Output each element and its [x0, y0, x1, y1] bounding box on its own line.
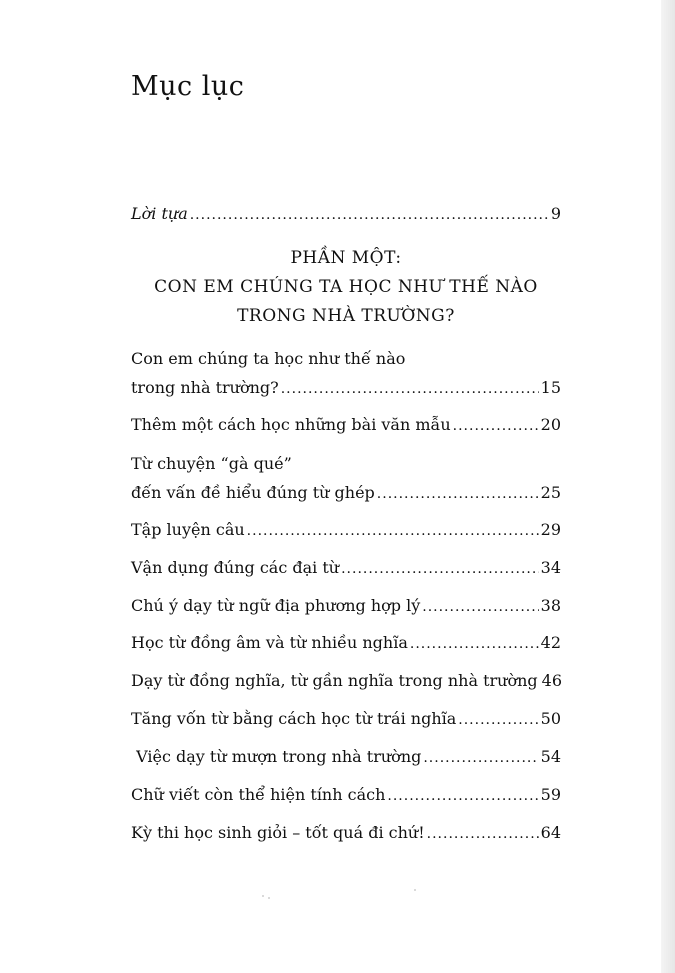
- toc-page-number: 9: [550, 204, 561, 223]
- scan-speck: [262, 895, 264, 897]
- toc-page-number: 38: [540, 596, 561, 615]
- toc-page-number: 59: [540, 785, 561, 804]
- toc-page-number: 50: [540, 709, 561, 728]
- toc-entry[interactable]: [131, 742, 561, 771]
- part-heading-line: PHẦN MỘT:: [290, 248, 402, 268]
- toc-entry-label: Lời tựa: [131, 204, 188, 223]
- toc-entry[interactable]: [131, 553, 561, 582]
- dot-leader: [453, 412, 539, 441]
- toc-entry[interactable]: [131, 818, 561, 847]
- dot-leader: [281, 375, 539, 404]
- toc-entry[interactable]: [131, 449, 561, 507]
- toc-entry-label: Chữ viết còn thể hiện tính cách: [131, 785, 386, 804]
- dot-leader: [387, 782, 538, 811]
- toc-entry-label: Tăng vốn từ bằng cách học từ trái nghĩa: [131, 709, 457, 728]
- toc-page-number: 64: [540, 823, 561, 842]
- dot-leader: [247, 517, 539, 546]
- toc-entry-label-continued: trong nhà trường?: [131, 378, 279, 397]
- toc-entry-label: Từ chuyện “gà qué”: [131, 454, 292, 473]
- toc-entry[interactable]: [131, 628, 561, 657]
- toc-entry[interactable]: [131, 780, 561, 809]
- toc-entry[interactable]: [131, 704, 561, 733]
- toc-page-number: 46: [541, 671, 563, 690]
- page-edge: [661, 0, 675, 973]
- scan-speck: [268, 897, 270, 899]
- toc-entry-label: Chú ý dạy từ ngữ địa phương hợp lý: [131, 596, 421, 615]
- dot-leader: [423, 744, 538, 773]
- toc-entry[interactable]: [131, 515, 561, 544]
- toc-entry-label: Tập luyện câu: [131, 520, 245, 539]
- toc-entry-label: Học từ đồng âm và từ nhiều nghĩa: [131, 633, 408, 652]
- dot-leader: [410, 630, 539, 659]
- table-of-contents: [131, 0, 561, 973]
- toc-page-number: 20: [540, 415, 561, 434]
- dot-leader: [190, 201, 549, 230]
- toc-entry-label: Kỳ thi học sinh giỏi – tốt quá đi chứ!: [131, 823, 425, 842]
- toc-page-number: 34: [540, 558, 561, 577]
- part-heading-line: CON EM CHÚNG TA HỌC NHƯ THẾ NÀO: [154, 277, 538, 297]
- toc-entry-preface[interactable]: [131, 199, 561, 228]
- toc-entry[interactable]: [131, 344, 561, 402]
- toc-entry-label-continued: đến vấn đề hiểu đúng từ ghép: [131, 483, 375, 502]
- part-heading: [131, 244, 561, 331]
- toc-page-number: 29: [540, 520, 561, 539]
- page-title: Mục lục: [131, 71, 245, 102]
- dot-leader: [422, 593, 538, 622]
- toc-entry[interactable]: [131, 591, 561, 620]
- dot-leader: [427, 820, 539, 849]
- dot-leader: [341, 555, 539, 584]
- part-heading-line: TRONG NHÀ TRƯỜNG?: [237, 306, 455, 326]
- toc-page-number: 54: [540, 747, 561, 766]
- toc-entry-label: Thêm một cách học những bài văn mẫu: [131, 415, 451, 434]
- toc-entry-label: Dạy từ đồng nghĩa, từ gần nghĩa trong nhà trường: [131, 671, 538, 690]
- toc-entry-label: Vận dụng đúng các đại từ: [131, 558, 340, 577]
- dot-leader: [458, 706, 538, 735]
- toc-entry-label: Việc dạy từ mượn trong nhà trường: [131, 747, 422, 766]
- toc-page-number: 25: [540, 483, 561, 502]
- toc-entry[interactable]: [131, 666, 561, 695]
- toc-entry-label: Con em chúng ta học như thế nào: [131, 349, 406, 368]
- scan-speck: [414, 889, 416, 891]
- toc-entry[interactable]: [131, 410, 561, 439]
- toc-page-number: 42: [540, 633, 561, 652]
- dot-leader: [377, 480, 539, 509]
- toc-page-number: 15: [540, 378, 561, 397]
